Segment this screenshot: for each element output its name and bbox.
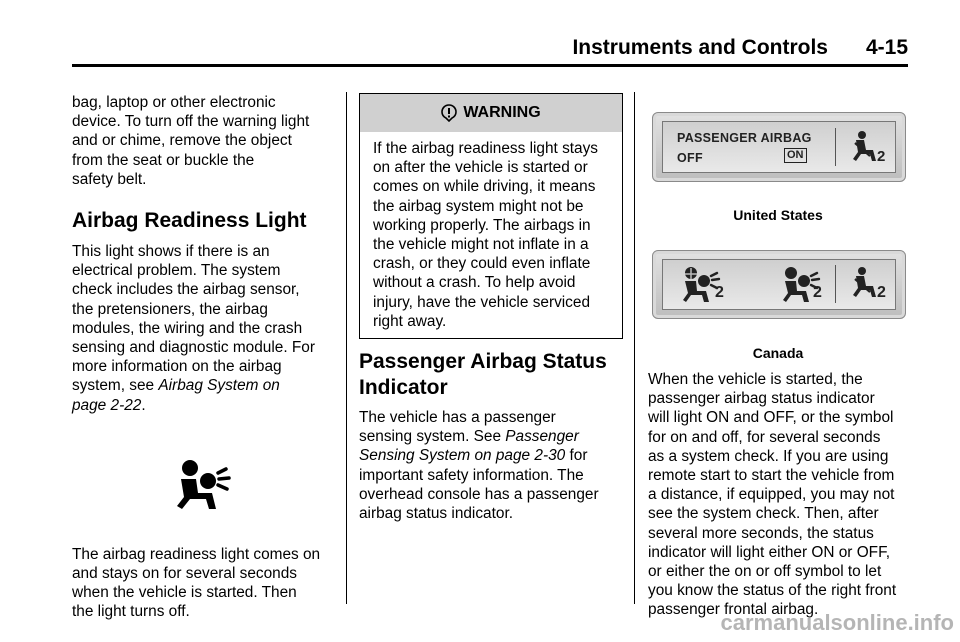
column-divider	[634, 92, 635, 604]
text-line: will light ON and OFF, or the symbol	[648, 409, 894, 427]
text-line: from the seat or buckle the	[72, 151, 255, 169]
text-line: remote start to start the vehicle from	[648, 467, 895, 485]
cross-reference-link[interactable]: Passenger	[505, 428, 579, 446]
panel-inner	[662, 259, 896, 310]
section-heading: Airbag Readiness Light	[72, 209, 307, 233]
text-line: sensing system. See	[359, 428, 506, 446]
icon-area	[72, 415, 340, 545]
text-line: working properly. The airbags in	[373, 216, 591, 234]
paragraph	[359, 408, 623, 523]
text-line: without a crash. To help avoid	[373, 274, 576, 292]
warning-box	[359, 93, 623, 339]
text-line: and stays on for several seconds	[72, 565, 297, 583]
seat-number: 2	[715, 284, 725, 301]
text-line: sensing and diagnostic module. For	[72, 339, 315, 357]
warning-icon	[441, 104, 457, 122]
text-line: passenger airbag status indicator	[648, 390, 875, 408]
paragraph	[72, 545, 340, 622]
text-line: a distance, if equipped, you may not	[648, 486, 895, 504]
text-line: the pretensioners, the airbag	[72, 300, 268, 318]
text-line: overhead console has a passenger	[359, 485, 599, 503]
text-line: injury, have the vehicle serviced	[373, 293, 591, 311]
text-line: for on and off, for several seconds	[648, 428, 881, 446]
text-line: the vehicle might not inflate in a	[373, 236, 589, 254]
text-line: airbag status indicator.	[359, 505, 513, 523]
seat-number: 2	[877, 148, 886, 165]
text-line: several more seconds, the status	[648, 524, 874, 542]
text-line: .	[141, 396, 146, 414]
column-divider	[346, 92, 347, 604]
text-line: for	[565, 447, 588, 465]
text-line: crash, or they could even inflate	[373, 255, 591, 273]
text-line: The airbag readiness light comes on	[72, 545, 321, 563]
on-label: ON	[784, 148, 807, 163]
text-line: or either the on or off symbol to let	[648, 563, 882, 581]
divider	[835, 128, 836, 166]
text-line: the airbag system might not be	[373, 197, 584, 215]
paragraph	[72, 93, 340, 189]
page-number: 4-15	[865, 36, 908, 59]
panel-inner	[662, 121, 896, 173]
paragraph	[72, 242, 340, 415]
warning-header	[360, 94, 622, 132]
watermark: carmanualsonline.info	[720, 610, 954, 635]
caption-canada: Canada	[752, 345, 804, 361]
text-line: right away.	[373, 312, 447, 330]
column-3-text	[648, 370, 920, 620]
text-line: electrical problem. The system	[72, 262, 281, 280]
heading-line: Indicator	[359, 375, 448, 399]
text-line: as a system check. If you are using	[648, 447, 889, 465]
text-line: the light turns off.	[72, 603, 190, 621]
seated-passenger-icon	[846, 130, 880, 164]
text-line: you know the status of the right front	[648, 582, 897, 600]
paragraph	[648, 370, 920, 620]
column-2	[359, 93, 623, 523]
caption-us: United States	[733, 207, 823, 223]
text-line: and or chime, remove the object	[72, 132, 292, 150]
text-line: important safety information. The	[359, 466, 584, 484]
text-line: This light shows if there is an	[72, 243, 270, 261]
text-line: check includes the airbag sensor,	[72, 281, 300, 299]
cross-reference-link[interactable]: Sensing System on page 2-30	[359, 447, 566, 465]
warning-title: WARNING	[463, 104, 541, 122]
text-line: passenger frontal airbag.	[648, 601, 819, 619]
text-line: on after the vehicle is started or	[373, 159, 588, 177]
text-line: If the airbag readiness light stays	[373, 140, 598, 157]
text-line: When the vehicle is started, the	[648, 371, 863, 388]
text-line: modules, the wiring and the crash	[72, 319, 303, 337]
us-indicator-panel	[652, 112, 906, 182]
seat-number: 2	[877, 284, 887, 301]
text-line: more information on the airbag	[72, 358, 282, 376]
warning-body	[360, 132, 622, 338]
text-line: device. To turn off the warning light	[72, 113, 310, 131]
text-line: comes on while driving, it means	[373, 178, 596, 196]
text-line: The vehicle has a passenger	[359, 409, 556, 427]
text-line: system, see	[72, 377, 159, 395]
section-heading	[359, 349, 623, 400]
canada-indicator-panel	[652, 250, 906, 319]
heading-line: Passenger Airbag Status	[359, 350, 607, 374]
cross-reference-link[interactable]: page 2-22	[72, 396, 142, 414]
cross-reference-link[interactable]: Airbag System on	[158, 377, 280, 395]
text-line: indicator will light either ON or OFF,	[648, 543, 891, 561]
text-line: when the vehicle is started. Then	[72, 584, 297, 602]
passenger-airbag-label: PASSENGER AIRBAG	[677, 131, 812, 145]
text-line: safety belt.	[72, 170, 147, 188]
column-1	[72, 93, 340, 622]
section-title: Instruments and Controls	[572, 36, 828, 59]
page-header	[72, 36, 908, 67]
airbag-readiness-icon	[176, 459, 236, 511]
seated-passenger-icon	[846, 266, 880, 300]
seat-number: 2	[813, 284, 823, 301]
divider	[835, 265, 836, 303]
text-line: bag, laptop or other electronic	[72, 94, 276, 111]
text-line: see the system check. Then, after	[648, 505, 879, 523]
off-label: OFF	[677, 151, 703, 165]
